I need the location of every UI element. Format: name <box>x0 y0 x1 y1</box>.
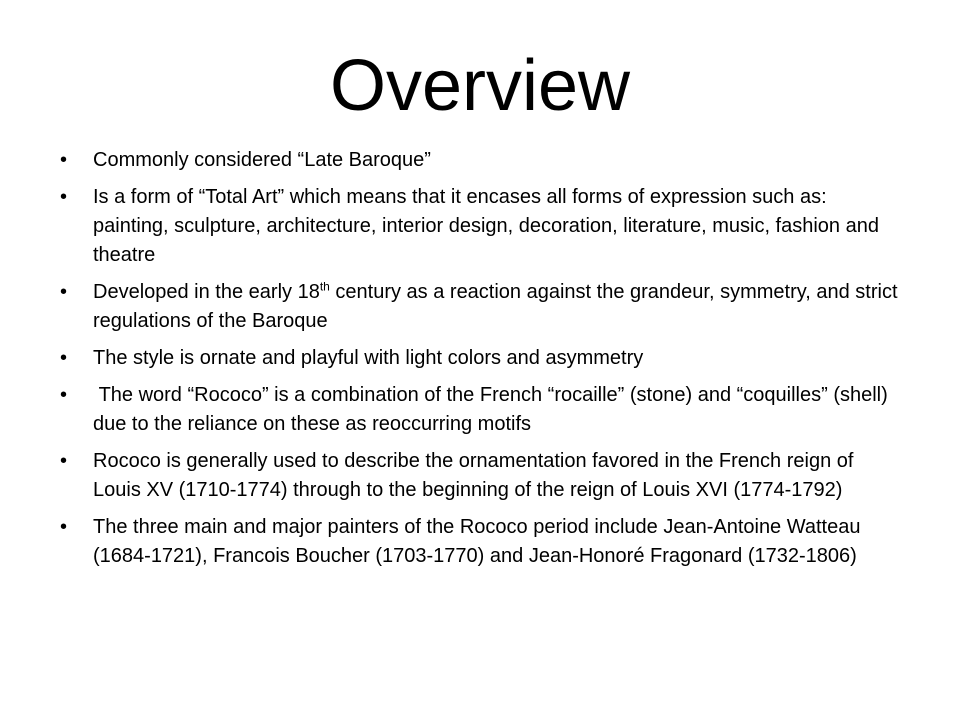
bullet-icon: • <box>60 281 68 303</box>
bullet-item <box>60 447 902 505</box>
bullet-item <box>60 183 902 270</box>
bullet-item <box>60 513 902 571</box>
bullet-icon: • <box>60 384 68 406</box>
slide-title: Overview <box>329 46 631 126</box>
bullet-item <box>60 278 902 336</box>
bullet-text: Rococo is generally used to describe the ornamentation favored in the French reign of Louis XV (1710-1774) through to the beginning of the reign of Louis XVI (1774-1792) <box>93 450 854 501</box>
bullet-icon: • <box>60 186 68 208</box>
bullet-text-part: century as a reaction against the grandeur, symmetry, and strict regulations of the Baroque <box>93 281 898 332</box>
bullet-item <box>60 381 902 439</box>
bullet-text <box>93 281 898 332</box>
bullet-item <box>60 146 902 175</box>
superscript-th: th <box>319 279 330 294</box>
bullet-icon: • <box>60 347 68 369</box>
bullet-text: Commonly considered “Late Baroque” <box>93 149 431 171</box>
bullet-icon: • <box>60 516 68 538</box>
bullet-text: The word “Rococo” is a combination of the French “rocaille” (stone) and “coquilles” (shell) due to the reliance on these as reoccurring motifs <box>93 384 894 435</box>
bullet-text-part: Developed in the early 18 <box>93 281 320 303</box>
bullet-text: The style is ornate and playful with light colors and asymmetry <box>93 347 644 369</box>
bullet-text: Is a form of “Total Art” which means that it encases all forms of expression such as: painting, sculpture, architecture, interior design, decoration, literature, music, fashion and theatre <box>93 186 879 266</box>
bullet-item <box>60 344 902 373</box>
bullet-icon: • <box>60 149 68 171</box>
bullet-list <box>60 146 902 579</box>
bullet-text: The three main and major painters of the Rococo period include Jean-Antoine Watteau (1684-1721), Francois Boucher (1703-1770) and Jean-Honoré Fragonard (1732-1806) <box>93 516 861 567</box>
bullet-icon: • <box>60 450 68 472</box>
